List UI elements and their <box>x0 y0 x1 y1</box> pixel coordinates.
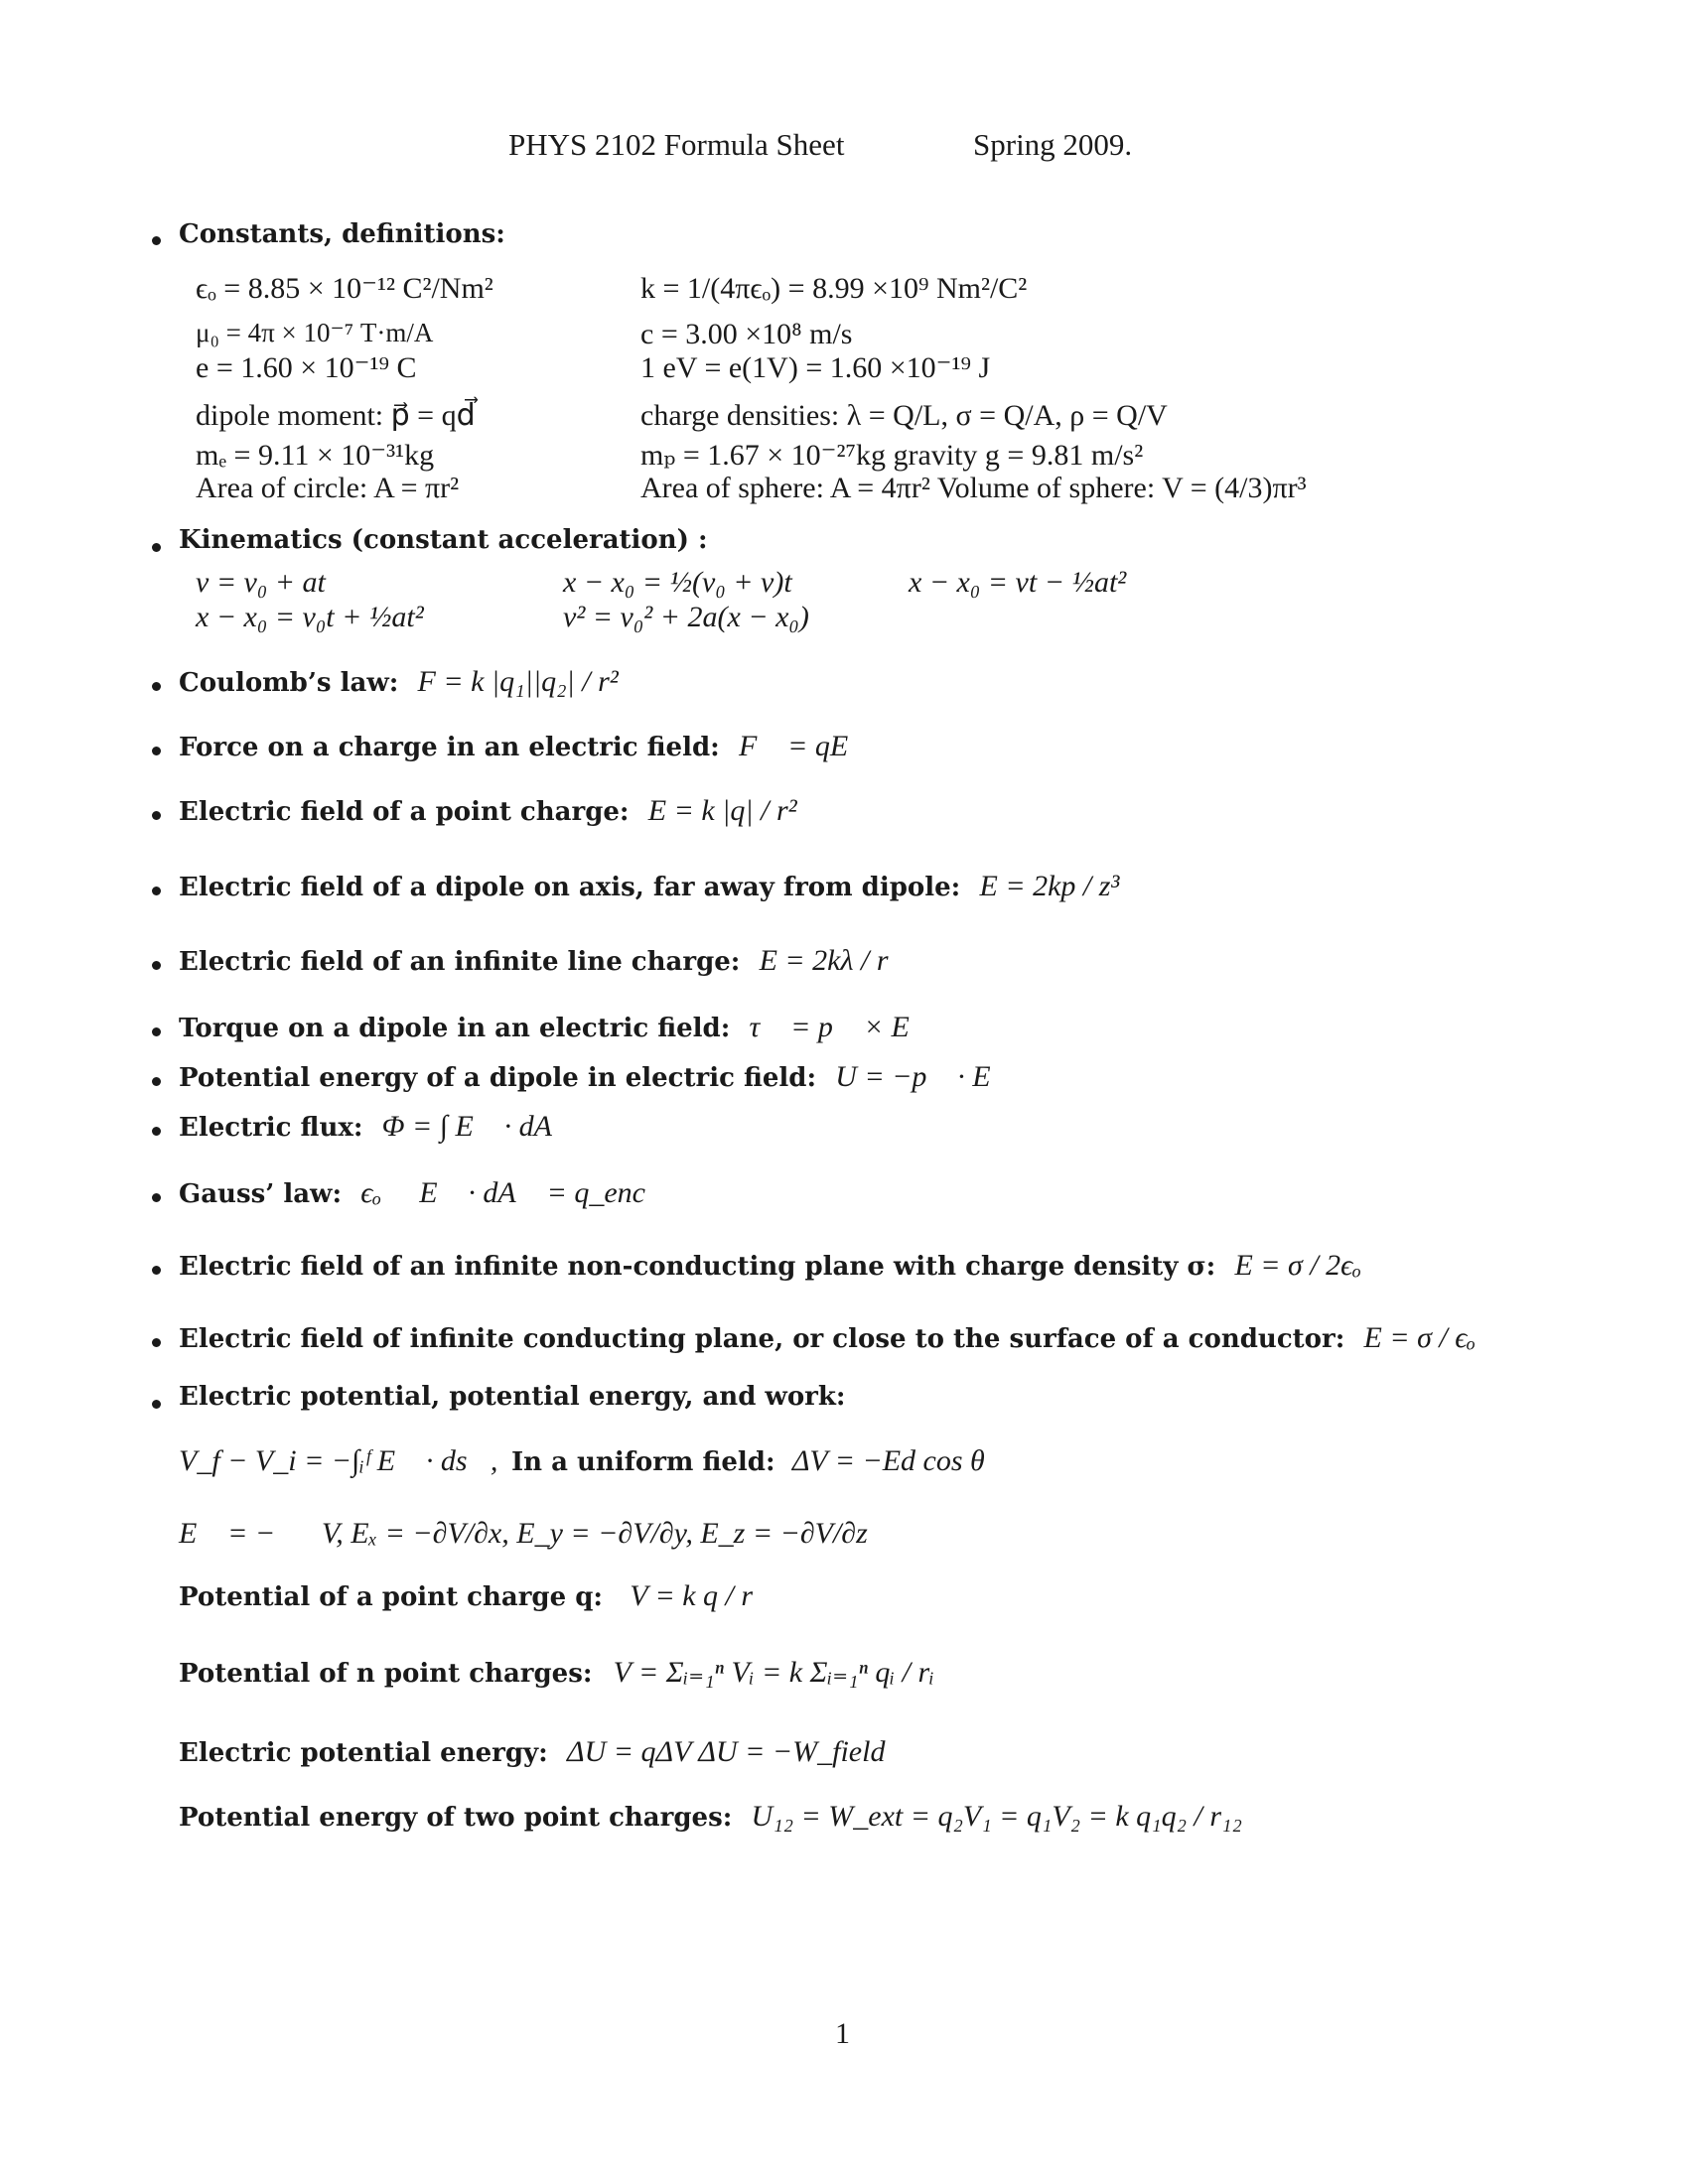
dipole-moment: dipole moment: p⃗ = qd⃗ <box>196 399 476 432</box>
proton-mass-gravity: mₚ = 1.67 × 10⁻²⁷kg gravity g = 9.81 m/s² <box>640 439 1144 472</box>
bullet <box>152 1193 161 1202</box>
potential-point-charge-formula: V = k q / r <box>630 1579 754 1612</box>
potential-n-charges-label: Potential of n point charges: <box>179 1659 593 1689</box>
bullet <box>152 961 161 970</box>
kinematics-eq1: v = v₀ + at <box>196 566 326 599</box>
force-on-charge-formula: F⃗ = qE⃗ <box>738 730 872 762</box>
field-dipole-label: Electric field of a dipole on axis, far away from dipole: <box>179 873 961 902</box>
electron-mass: mₑ = 9.11 × 10⁻³¹kg <box>196 439 435 472</box>
sphere-area-volume: Area of sphere: A = 4πr² Volume of sphere: V = (4/3)πr³ <box>640 472 1307 504</box>
kinematics-eq2: x − x₀ = ½(v₀ + v)t <box>563 566 792 599</box>
coulomb-law <box>179 665 619 700</box>
uniform-field-formula: ΔV = −Ed cos θ <box>791 1444 985 1477</box>
field-dipole-formula: E = 2kp / z³ <box>979 870 1120 902</box>
coulomb-constant: k = 1/(4πϵₒ) = 8.99 ×10⁹ Nm²/C² <box>640 272 1028 305</box>
charge-densities: charge densities: λ = Q/L, σ = Q/A, ρ = Q/V <box>640 399 1168 432</box>
field-point-charge-formula: E = k |q| / r² <box>647 794 797 827</box>
electric-potential-energy-formula: ΔU = qΔV ΔU = −W_field <box>566 1735 886 1768</box>
field-line-charge-formula: E = 2kλ / r <box>759 944 889 977</box>
torque-dipole-label: Torque on a dipole in an electric field: <box>179 1014 731 1043</box>
bullet <box>152 747 161 755</box>
field-line-charge <box>179 944 889 979</box>
field-from-gradient: E⃗ = −∇⃗V, Eₓ = −∂V/∂x, E_y = −∂V/∂y, E_z = −∂V/∂z <box>179 1517 868 1550</box>
bullet <box>152 236 161 245</box>
bullet <box>152 1266 161 1275</box>
bullet <box>152 1127 161 1136</box>
bullet <box>152 1338 161 1347</box>
speed-of-light: c = 3.00 ×10⁸ m/s <box>640 318 853 350</box>
potential-heading: Electric potential, potential energy, and work: <box>179 1382 846 1412</box>
gauss-law-label: Gauss’ law: <box>179 1179 343 1209</box>
potential-n-charges <box>179 1656 934 1691</box>
potential-energy-two-charges <box>179 1800 1242 1835</box>
constant-mu0: μ₀ = 4π × 10⁻⁷ T·m/A <box>196 318 434 347</box>
bullet <box>152 543 161 552</box>
torque-dipole <box>179 1011 932 1045</box>
potential-energy-dipole-formula: U = −p⃗ · E⃗ <box>835 1060 1014 1093</box>
field-nonconducting-plane-formula: E = σ / 2ϵₒ <box>1234 1249 1361 1282</box>
force-on-charge <box>179 730 872 764</box>
potential-energy-dipole <box>179 1060 1014 1095</box>
bullet <box>152 1400 161 1409</box>
field-conducting-plane-formula: E = σ / ϵₒ <box>1363 1321 1476 1354</box>
kinematics-eq5: v² = v₀² + 2a(x − x₀) <box>563 601 809 633</box>
page-term: Spring 2009. <box>973 127 1133 162</box>
gauss-law-formula: ϵₒ ∮ E⃗ · dA⃗ = q_enc <box>360 1176 645 1209</box>
potential-point-charge <box>179 1579 753 1614</box>
potential-difference: V_f − V_i = −∫ᵢᶠ E⃗ · ds⃗, <box>179 1444 498 1477</box>
bullet <box>152 682 161 691</box>
electric-potential-energy <box>179 1735 885 1770</box>
field-nonconducting-plane <box>179 1249 1361 1284</box>
page-number: 1 <box>835 2017 850 2050</box>
potential-point-charge-label: Potential of a point charge q: <box>179 1582 603 1612</box>
torque-dipole-formula: τ⃗ = p⃗ × E⃗ <box>749 1011 933 1043</box>
constants-heading: Constants, definitions: <box>179 219 505 249</box>
force-on-charge-label: Force on a charge in an electric field: <box>179 733 720 762</box>
potential-energy-two-charges-label: Potential energy of two point charges: <box>179 1803 733 1833</box>
potential-n-charges-formula: V = Σᵢ₌₁ⁿ Vᵢ = k Σᵢ₌₁ⁿ qᵢ / rᵢ <box>613 1656 934 1689</box>
field-nonconducting-plane-label: Electric field of an infinite non-conducting plane with charge density σ: <box>179 1252 1216 1282</box>
uniform-field <box>511 1444 985 1479</box>
kinematics-eq3: x − x₀ = vt − ½at² <box>909 566 1127 599</box>
field-line-charge-label: Electric field of an infinite line charge: <box>179 947 741 977</box>
potential-energy-two-charges-formula: U₁₂ = W_ext = q₂V₁ = q₁V₂ = k q₁q₂ / r₁₂ <box>751 1800 1242 1833</box>
kinematics-eq4: x − x₀ = v₀t + ½at² <box>196 601 424 633</box>
field-conducting-plane <box>179 1321 1476 1356</box>
electric-flux <box>179 1110 575 1145</box>
electric-flux-formula: Φ = ∫ E⃗ · dA⃗ <box>381 1110 576 1143</box>
coulomb-law-label: Coulomb’s law: <box>179 668 399 698</box>
gauss-law <box>179 1176 645 1211</box>
field-point-charge <box>179 794 797 829</box>
bullet <box>152 811 161 820</box>
bullet <box>152 1077 161 1086</box>
constant-epsilon: ϵₒ = 8.85 × 10⁻¹² C²/Nm² <box>196 272 493 305</box>
area-circle: Area of circle: A = πr² <box>196 472 460 504</box>
field-point-charge-label: Electric field of a point charge: <box>179 797 630 827</box>
potential-energy-dipole-label: Potential energy of a dipole in electric field: <box>179 1063 817 1093</box>
constant-e: e = 1.60 × 10⁻¹⁹ C <box>196 351 417 384</box>
field-conducting-plane-label: Electric field of infinite conducting plane, or close to the surface of a conductor: <box>179 1324 1345 1354</box>
kinematics-heading: Kinematics (constant acceleration) : <box>179 525 708 555</box>
page-title: PHYS 2102 Formula Sheet <box>508 127 845 162</box>
electron-volt: 1 eV = e(1V) = 1.60 ×10⁻¹⁹ J <box>640 351 991 384</box>
electric-potential-energy-label: Electric potential energy: <box>179 1738 548 1768</box>
electric-flux-label: Electric flux: <box>179 1113 363 1143</box>
bullet <box>152 887 161 895</box>
uniform-field-label: In a uniform field: <box>511 1447 775 1477</box>
coulomb-law-formula: F = k |q₁||q₂| / r² <box>417 665 619 698</box>
bullet <box>152 1027 161 1036</box>
field-dipole <box>179 870 1119 904</box>
